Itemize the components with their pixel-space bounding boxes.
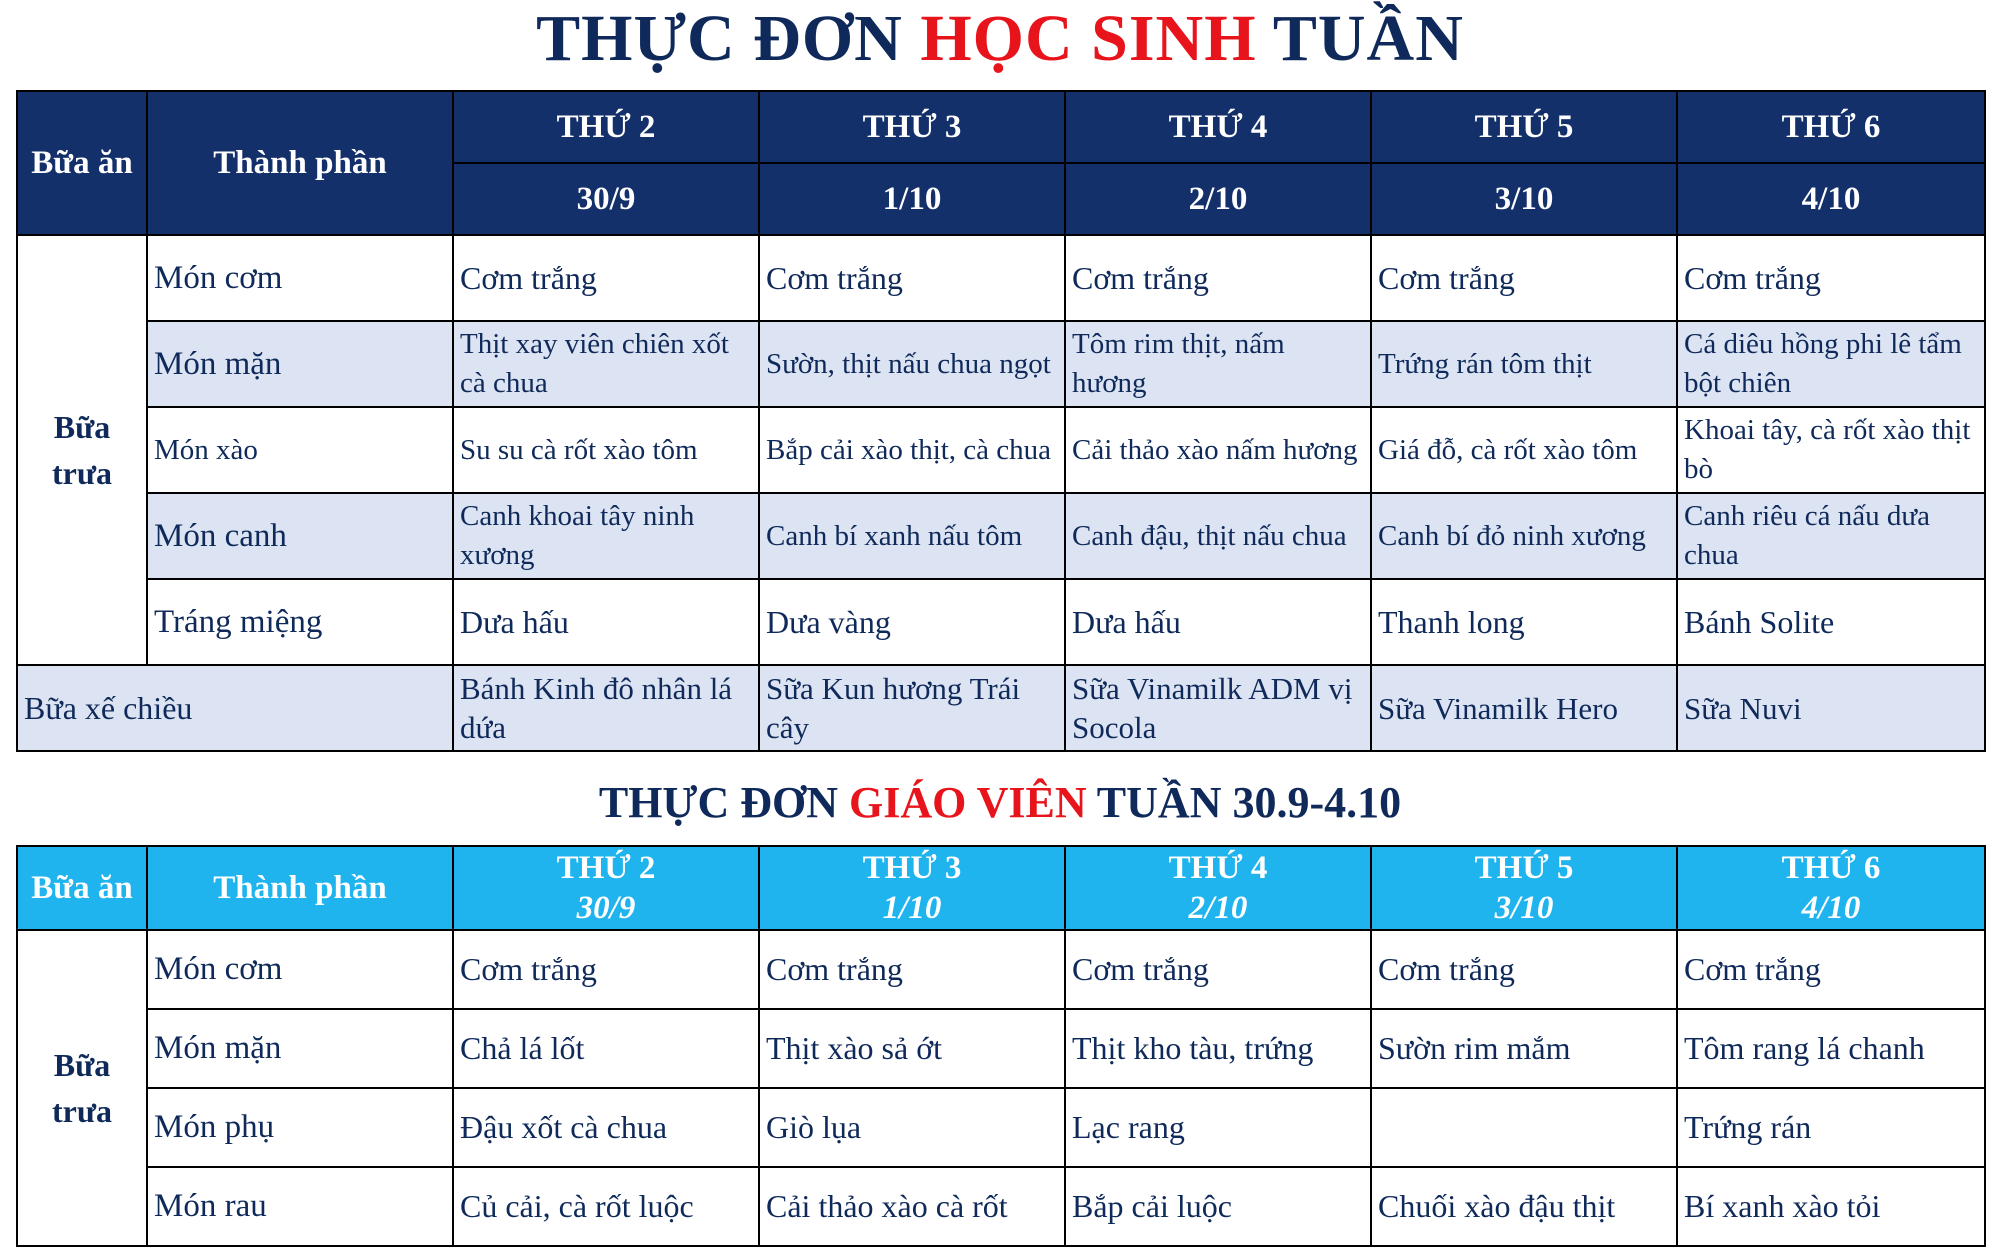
component-label: Món mặn xyxy=(147,1009,453,1088)
component-label: Món rau xyxy=(147,1167,453,1246)
menu-cell: Bắp cải xào thịt, cà chua xyxy=(759,407,1065,493)
table-row xyxy=(17,235,1985,321)
component-label: Món xào xyxy=(147,407,453,493)
menu-cell: Cơm trắng xyxy=(1371,235,1677,321)
menu-cell: Thanh long xyxy=(1371,579,1677,665)
day-header: THỨ 5 xyxy=(1371,91,1677,163)
menu-cell: Củ cải, cà rốt luộc xyxy=(453,1167,759,1246)
menu-cell: Trứng rán tôm thịt xyxy=(1371,321,1677,407)
day-header: THỨ 2 xyxy=(453,91,759,163)
menu-cell: Tôm rang lá chanh xyxy=(1677,1009,1985,1088)
teacher-title-pre: THỰC ĐƠN xyxy=(598,778,850,827)
student-title-highlight: HỌC SINH xyxy=(920,2,1257,75)
day-date-header xyxy=(453,846,759,930)
day-header: THỨ 6 xyxy=(1677,91,1985,163)
day-header: THỨ 4 xyxy=(1065,91,1371,163)
menu-cell: Trứng rán xyxy=(1677,1088,1985,1167)
table-row xyxy=(17,665,1985,751)
component-label: Món mặn xyxy=(147,321,453,407)
menu-cell: Canh riêu cá nấu dưa chua xyxy=(1677,493,1985,579)
col-meal-header: Bữa ăn xyxy=(17,846,147,930)
table-row xyxy=(17,1009,1985,1088)
menu-cell: Thịt kho tàu, trứng xyxy=(1065,1009,1371,1088)
day-date-header xyxy=(1065,846,1371,930)
menu-cell: Cơm trắng xyxy=(1065,930,1371,1009)
date-header: 30/9 xyxy=(453,163,759,235)
menu-cell: Chuối xào đậu thịt xyxy=(1371,1167,1677,1246)
menu-cell: Thịt xào sả ớt xyxy=(759,1009,1065,1088)
menu-cell: Cơm trắng xyxy=(1371,930,1677,1009)
date-header: 2/10 xyxy=(1065,163,1371,235)
day-label: THỨ 4 xyxy=(1168,850,1268,886)
menu-cell: Cá diêu hồng phi lê tẩm bột chiên xyxy=(1677,321,1985,407)
meal-label-lunch: Bữa trưa xyxy=(17,235,147,665)
day-label: THỨ 6 xyxy=(1781,850,1881,886)
menu-cell: Bánh Kinh đô nhân lá dứa xyxy=(453,665,759,751)
menu-cell: Sữa Nuvi xyxy=(1677,665,1985,751)
teacher-menu-title xyxy=(0,772,2000,834)
student-title-post: TUẦN xyxy=(1256,2,1464,75)
menu-cell: Thịt xay viên chiên xốt cà chua xyxy=(453,321,759,407)
table-row xyxy=(17,321,1985,407)
menu-cell: Canh đậu, thịt nấu chua xyxy=(1065,493,1371,579)
meal-label-snack: Bữa xế chiều xyxy=(17,665,453,751)
menu-cell: Cơm trắng xyxy=(1065,235,1371,321)
menu-cell: Bí xanh xào tỏi xyxy=(1677,1167,1985,1246)
menu-cell: Sữa Kun hương Trái cây xyxy=(759,665,1065,751)
date-label: 30/9 xyxy=(576,890,636,926)
menu-cell: Sữa Vinamilk ADM vị Socola xyxy=(1065,665,1371,751)
menu-cell: Cơm trắng xyxy=(759,235,1065,321)
menu-cell: Cơm trắng xyxy=(453,930,759,1009)
teacher-title-post: TUẦN 30.9-4.10 xyxy=(1086,778,1402,827)
menu-cell: Lạc rang xyxy=(1065,1088,1371,1167)
day-header: THỨ 3 xyxy=(759,91,1065,163)
day-date-header xyxy=(759,846,1065,930)
menu-cell: Sữa Vinamilk Hero xyxy=(1371,665,1677,751)
date-header: 3/10 xyxy=(1371,163,1677,235)
col-meal-header: Bữa ăn xyxy=(17,91,147,235)
table-row xyxy=(17,407,1985,493)
table-row xyxy=(17,579,1985,665)
menu-cell: Bánh Solite xyxy=(1677,579,1985,665)
col-component-header: Thành phần xyxy=(147,846,453,930)
component-label: Món canh xyxy=(147,493,453,579)
menu-cell: Canh khoai tây ninh xương xyxy=(453,493,759,579)
menu-cell: Sườn, thịt nấu chua ngọt xyxy=(759,321,1065,407)
component-label: Tráng miệng xyxy=(147,579,453,665)
menu-cell: Cải thảo xào cà rốt xyxy=(759,1167,1065,1246)
date-label: 1/10 xyxy=(882,890,942,926)
menu-cell: Sườn rim mắm xyxy=(1371,1009,1677,1088)
day-date-header xyxy=(1371,846,1677,930)
menu-cell: Cơm trắng xyxy=(453,235,759,321)
menu-cell: Chả lá lốt xyxy=(453,1009,759,1088)
teacher-menu-table xyxy=(16,845,1986,1247)
date-label: 3/10 xyxy=(1494,890,1554,926)
table-row xyxy=(17,493,1985,579)
date-header: 4/10 xyxy=(1677,163,1985,235)
menu-cell: Cơm trắng xyxy=(1677,235,1985,321)
menu-cell xyxy=(1371,1088,1677,1167)
date-header: 1/10 xyxy=(759,163,1065,235)
menu-cell: Su su cà rốt xào tôm xyxy=(453,407,759,493)
menu-cell: Đậu xốt cà chua xyxy=(453,1088,759,1167)
table-row xyxy=(17,930,1985,1009)
menu-cell: Cơm trắng xyxy=(1677,930,1985,1009)
day-label: THỨ 2 xyxy=(556,850,656,886)
menu-cell: Tôm rim thịt, nấm hương xyxy=(1065,321,1371,407)
table-row xyxy=(17,1167,1985,1246)
table-row xyxy=(17,1088,1985,1167)
component-label: Món cơm xyxy=(147,235,453,321)
menu-cell: Giá đỗ, cà rốt xào tôm xyxy=(1371,407,1677,493)
student-menu-table xyxy=(16,90,1986,752)
menu-cell: Cơm trắng xyxy=(759,930,1065,1009)
component-label: Món cơm xyxy=(147,930,453,1009)
menu-cell: Khoai tây, cà rốt xào thịt bò xyxy=(1677,407,1985,493)
menu-cell: Dưa vàng xyxy=(759,579,1065,665)
meal-label-lunch: Bữa trưa xyxy=(17,930,147,1246)
student-menu-title xyxy=(0,0,2000,80)
teacher-title-highlight: GIÁO VIÊN xyxy=(849,778,1087,827)
menu-cell: Giò lụa xyxy=(759,1088,1065,1167)
menu-cell: Bắp cải luộc xyxy=(1065,1167,1371,1246)
student-title-pre: THỰC ĐƠN xyxy=(536,2,921,75)
day-date-header xyxy=(1677,846,1985,930)
day-label: THỨ 3 xyxy=(862,850,962,886)
menu-cell: Cải thảo xào nấm hương xyxy=(1065,407,1371,493)
menu-cell: Dưa hấu xyxy=(453,579,759,665)
menu-cell: Canh bí đỏ ninh xương xyxy=(1371,493,1677,579)
date-label: 2/10 xyxy=(1188,890,1248,926)
menu-cell: Canh bí xanh nấu tôm xyxy=(759,493,1065,579)
date-label: 4/10 xyxy=(1801,890,1861,926)
col-component-header: Thành phần xyxy=(147,91,453,235)
component-label: Món phụ xyxy=(147,1088,453,1167)
day-label: THỨ 5 xyxy=(1474,850,1574,886)
menu-cell: Dưa hấu xyxy=(1065,579,1371,665)
